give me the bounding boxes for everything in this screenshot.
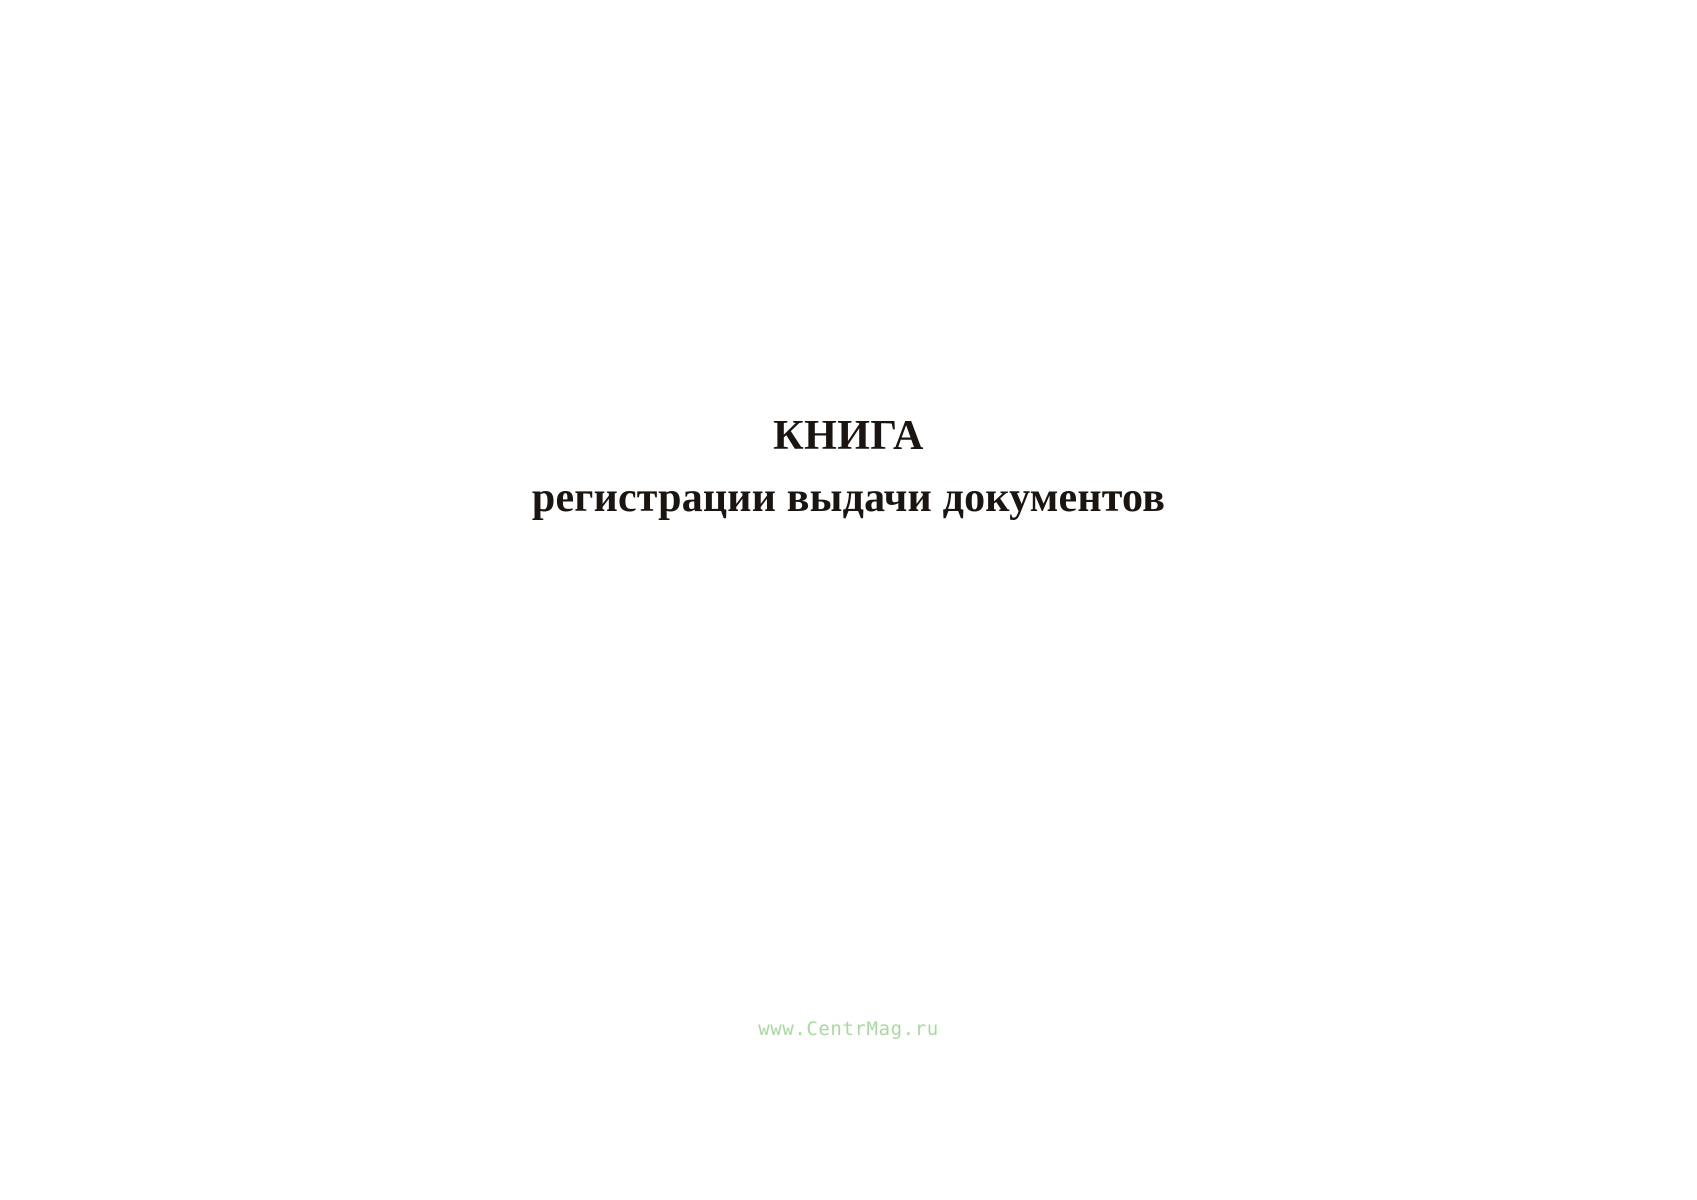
document-title-block: [0, 410, 1697, 526]
page-subtitle: регистрации выдачи документов: [531, 474, 1166, 521]
watermark-text: www.CentrMag.ru: [758, 1018, 939, 1040]
page-title: КНИГА: [773, 413, 924, 459]
